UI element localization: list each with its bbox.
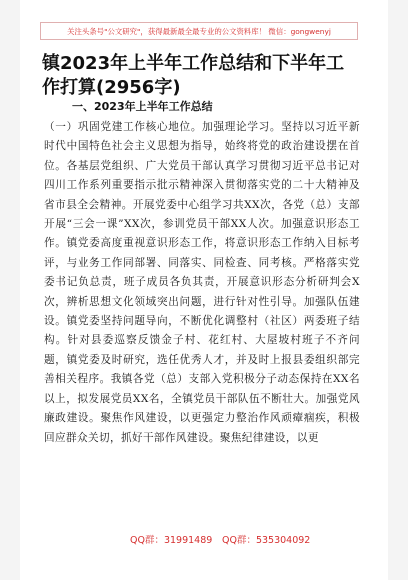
body-paragraph: （一）巩固党建工作核心地位。加强理论学习。坚持以习近平新时代中国特色社会主义思想为指导，始终将党的政治建设摆在首位。各基层党组织、广大党员干部认真学习贯彻习近平总书记对四川工作系列重要指示批示精神深入贯彻落实党的二十大精神及省市县全会精神。开展党委中心组学习共XX次，各党（总）支部开展“三会一课”XX次，参训党员干部XX人次。加强意识形态工作。镇党委高度重视意识形态工作，将意识形态工作纳入目标考评，与业务工作同部署、同落实、同检查、同考核。严格落实党委书记负总责，班子成员各负其责，开展意识形态分析研判会X次，辨析思想文化领域突出问题，进行针对性引导。加强队伍建设。镇党委坚持问题导向，不断优化调整村（社区）两委班子结构。针对县委巡察反馈金子村、花红村、大屋坡村班子不齐问题，镇党委及时研究，选任优秀人才，并及时上报县委组织部完善相关程序。我镇各党（总）支部入党积极分子动态保持在XX名以上，拟发展党员XX名，全镇党员干部队伍不断壮大。加强党风廉政建设。聚焦作风建设，以更强定力整治作风顽瘴痼疾，积极回应群众关切，抓好干部作风建设。聚焦纪律建设，以更 [44, 121, 360, 444]
document-title: 镇2023年上半年工作总结和下半年工作打算(2956字) [42, 53, 345, 98]
footer-qq-group-1: QQ群：31991489 [130, 535, 213, 546]
footer-qq-group-2: QQ群：535304092 [222, 535, 311, 546]
footer [0, 532, 408, 548]
promo-banner: 关注头条号"公文研究"，获得最新最全最专业的公文资料库！ 微信：gongwenyj [40, 22, 358, 40]
section-heading: 一、2023年上半年工作总结 [72, 100, 213, 113]
